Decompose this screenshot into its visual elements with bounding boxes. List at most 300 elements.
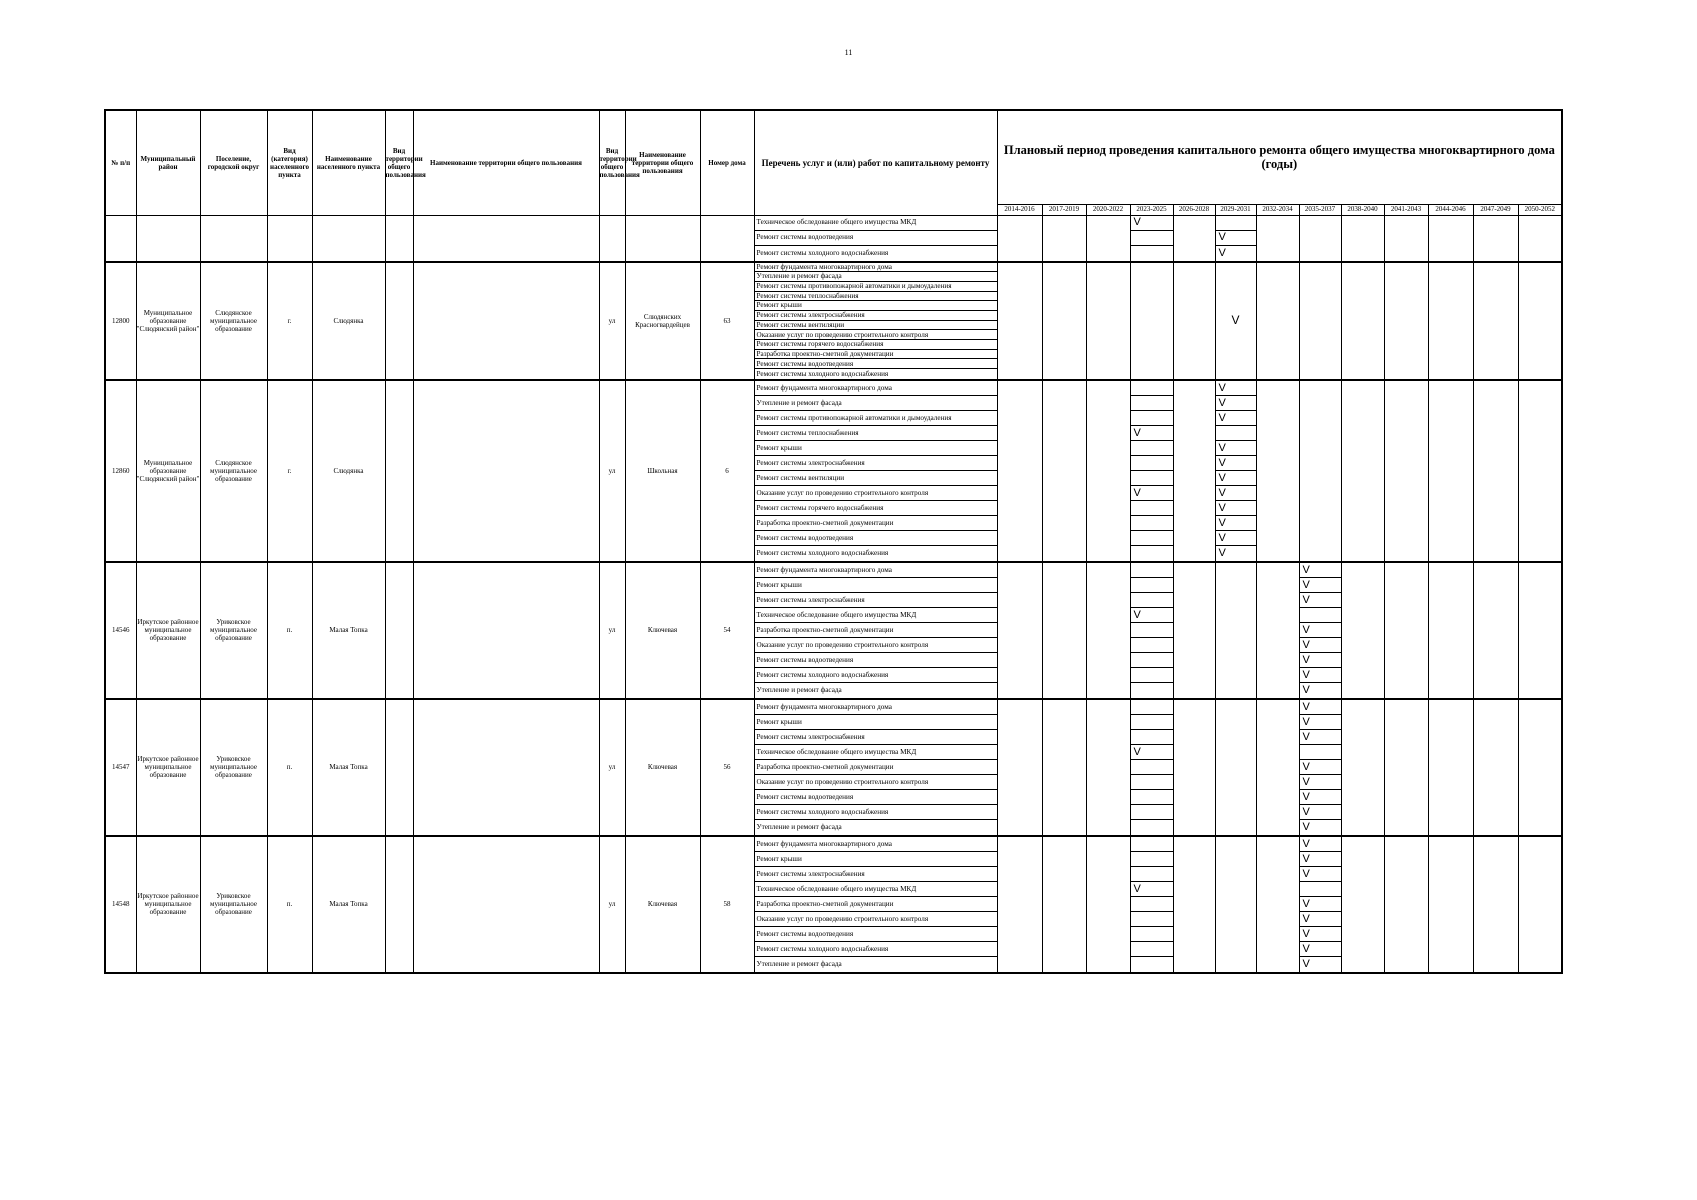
year-cell-6 [1256,699,1299,836]
plan-mark-slot [1131,471,1173,486]
plan-mark-slot [1131,593,1173,608]
service-item: Ремонт системы вентиляции [755,321,997,331]
record-territory-name [413,380,599,562]
record-locality-type: п. [267,562,312,699]
record-locality-name: Малая Топка [312,836,385,973]
record-house: 58 [700,836,754,973]
year-cell-9 [1384,836,1428,973]
service-item: Ремонт системы холодного водоснабжения [755,942,997,957]
year-cell-0 [997,699,1042,836]
services-cell [754,562,997,699]
services-cell [754,380,997,562]
year-cell-11 [1473,699,1518,836]
year-cell-12 [1518,215,1562,262]
year-cell-7 [1299,562,1341,699]
record-num: 14547 [105,699,136,836]
year-cell-10 [1428,562,1473,699]
plan-mark-slot [1131,668,1173,683]
year-cell-2 [1086,699,1130,836]
year-cell-7 [1299,836,1341,973]
service-item: Разработка проектно-сметной документации [755,760,997,775]
plan-mark-slot: V [1216,231,1256,246]
header-street-name: Наименование территории общего пользования [625,110,700,215]
record-territory-type [385,836,413,973]
year-cell-9 [1384,380,1428,562]
year-cell-0 [997,262,1042,380]
service-item: Разработка проектно-сметной документации [755,897,997,912]
service-item: Ремонт крыши [755,441,997,456]
plan-mark-slot: V [1216,531,1256,546]
service-item: Ремонт системы холодного водоснабжения [755,805,997,820]
year-cell-2 [1086,262,1130,380]
header-period: Плановый период проведения капитального ремонта общего имущества многоквартирного дома (годы) [997,110,1562,204]
service-item: Техническое обследование общего имущества МКД [755,216,997,231]
record-district: Иркутское районное муниципальное образование [136,836,200,973]
plan-mark-slot [1131,563,1173,578]
plan-mark-slot: V [1300,578,1341,593]
plan-mark-slot: V [1300,623,1341,638]
record-territory-name [413,562,599,699]
record-num [105,215,136,262]
plan-mark-slot [1131,638,1173,653]
year-cell-3 [1130,562,1173,699]
record-territory-name [413,215,599,262]
record-house: 6 [700,380,754,562]
plan-mark-slot [1216,216,1256,231]
service-item: Утепление и ремонт фасада [755,272,997,282]
service-item: Ремонт системы электроснабжения [755,456,997,471]
year-cell-3 [1130,262,1173,380]
plan-mark-slot [1131,912,1173,927]
plan-mark-slot [1131,246,1173,261]
record-num: 12800 [105,262,136,380]
plan-mark-slot [1131,805,1173,820]
header-num: № п/п [105,110,136,215]
year-cell-12 [1518,562,1562,699]
record-num: 14546 [105,562,136,699]
record-district: Иркутское районное муниципальное образование [136,562,200,699]
record-locality-type: г. [267,380,312,562]
year-cell-8 [1341,215,1384,262]
plan-mark-slot: V [1131,608,1173,623]
plan-mark-slot: V [1216,441,1256,456]
header-house: Номер дома [700,110,754,215]
services-cell [754,699,997,836]
service-item: Оказание услуг по проведению строительного контроля [755,638,997,653]
year-header-0: 2014-2016 [997,204,1042,215]
plan-mark-slot: V [1300,730,1341,745]
service-item: Утепление и ремонт фасада [756,960,842,969]
services-cell [754,836,997,973]
plan-mark-slot [1131,531,1173,546]
plan-mark-slot: V [1218,547,1226,560]
service-item: Ремонт фундамента многоквартирного дома [755,381,997,396]
year-cell-2 [1086,836,1130,973]
record-street-type: ул [599,380,625,562]
year-cell-5 [1215,699,1256,836]
plan-mark-slot [1131,897,1173,912]
year-cell-0 [997,215,1042,262]
plan-mark-slot: V [1300,700,1341,715]
plan-mark-slot: V [1216,516,1256,531]
plan-mark-slot: V [1131,486,1173,501]
record-street-name [625,215,700,262]
plan-mark-slot [1131,411,1173,426]
record-house: 63 [700,262,754,380]
record-locality-name: Слюдянка [312,380,385,562]
plan-mark-slot: V [1216,381,1256,396]
year-cell-7 [1299,215,1341,262]
plan-mark-slot: V [1302,958,1310,971]
year-cell-12 [1518,262,1562,380]
service-item: Ремонт системы холодного водоснабжения [756,549,889,558]
service-item: Ремонт системы водоотведения [755,359,997,369]
year-cell-6 [1256,836,1299,973]
year-cell-11 [1473,262,1518,380]
year-cell-1 [1042,215,1086,262]
record-settlement: Слюдянское муниципальное образование [200,262,267,380]
year-cell-11 [1473,380,1518,562]
plan-mark-slot [1131,700,1173,715]
record-locality-name: Малая Топка [312,562,385,699]
capital-repair-table [104,109,1563,974]
services-cell [754,262,997,380]
plan-mark-slot [1131,578,1173,593]
year-cell-5 [1215,380,1256,562]
year-cell-5 [1215,215,1256,262]
plan-mark-slot [1131,820,1173,835]
year-cell-6 [1256,262,1299,380]
year-header-12: 2050-2052 [1518,204,1562,215]
year-cell-7 [1299,262,1341,380]
header-street-type: Вид территории общего пользования [599,110,625,215]
service-item: Ремонт крыши [755,715,997,730]
service-item: Утепление и ремонт фасада [755,396,997,411]
plan-mark-slot: V [1300,897,1341,912]
record-locality-name [312,215,385,262]
year-cell-10 [1428,380,1473,562]
plan-mark-slot [1131,456,1173,471]
year-cell-6 [1256,562,1299,699]
plan-mark-slot: V [1131,426,1173,441]
year-header-11: 2047-2049 [1473,204,1518,215]
service-item: Ремонт системы электроснабжения [755,730,997,745]
plan-mark-slot [1131,790,1173,805]
record-street-type: ул [599,699,625,836]
service-item: Ремонт фундамента многоквартирного дома [755,700,997,715]
plan-mark-slot: V [1131,745,1173,760]
record-locality-name: Малая Топка [312,699,385,836]
year-cell-4 [1173,562,1215,699]
table-row [105,836,1562,973]
plan-mark-slot: V [1216,471,1256,486]
record-territory-type [385,562,413,699]
service-item: Разработка проектно-сметной документации [755,623,997,638]
year-cell-3 [1130,836,1173,973]
record-street-type: ул [599,262,625,380]
year-cell-4 [1173,262,1215,380]
year-cell-8 [1341,562,1384,699]
year-header-6: 2032-2034 [1256,204,1299,215]
year-cell-12 [1518,699,1562,836]
plan-mark-slot: V [1216,456,1256,471]
service-item: Утепление и ремонт фасада [756,686,842,695]
record-territory-name [413,699,599,836]
record-settlement: Слюдянское муниципальное образование [200,380,267,562]
year-cell-7 [1299,380,1341,562]
table-row [105,699,1562,836]
year-cell-4 [1173,380,1215,562]
plan-mark-slot [1131,775,1173,790]
record-num: 14548 [105,836,136,973]
plan-mark-slot: V [1131,882,1173,897]
plan-mark-slot: V [1300,715,1341,730]
year-cell-2 [1086,215,1130,262]
plan-mark-slot: V [1300,653,1341,668]
year-cell-0 [997,380,1042,562]
plan-mark-slot: V [1300,942,1341,957]
record-locality-type [267,215,312,262]
table-row [105,380,1562,562]
year-cell-5 [1215,562,1256,699]
table-body [105,215,1562,973]
record-street-name: Ключевая [625,562,700,699]
service-item: Разработка проектно-сметной документации [755,516,997,531]
record-district: Муниципальное образование "Слюдянский район" [136,380,200,562]
year-cell-6 [1256,380,1299,562]
plan-mark-slot: V [1216,411,1256,426]
record-locality-name: Слюдянка [312,262,385,380]
plan-mark-slot [1131,441,1173,456]
record-house: 56 [700,699,754,836]
service-item: Оказание услуг по проведению строительного контроля [755,912,997,927]
year-cell-8 [1341,262,1384,380]
header-locality-name: Наименование населенного пункта [312,110,385,215]
service-item: Ремонт крыши [755,301,997,311]
service-item: Техническое обследование общего имущества МКД [755,882,997,897]
year-cell-11 [1473,215,1518,262]
plan-mark-slot: V [1131,216,1173,231]
table-row [105,262,1562,380]
plan-mark-slot: V [1300,912,1341,927]
service-item: Ремонт системы электроснабжения [755,311,997,321]
year-cell-8 [1341,699,1384,836]
plan-mark-slot: V [1300,593,1341,608]
service-item: Ремонт системы вентиляции [755,471,997,486]
plan-mark-slot [1300,745,1341,760]
year-header-3: 2023-2025 [1130,204,1173,215]
header-territory-name: Наименование территории общего пользования [413,110,599,215]
header-locality-type: Вид (категория) населенного пункта [267,110,312,215]
service-item: Ремонт системы горячего водоснабжения [755,501,997,516]
service-item: Техническое обследование общего имущества МКД [755,608,997,623]
service-item: Ремонт системы электроснабжения [755,593,997,608]
plan-mark-slot: V [1300,668,1341,683]
plan-mark-slot: V [1300,760,1341,775]
year-cell-5 [1215,262,1256,380]
service-item: Ремонт системы противопожарной автоматики и дымоудаления [755,282,997,292]
plan-mark-slot [1131,730,1173,745]
year-cell-4 [1173,215,1215,262]
service-item: Ремонт системы холодного водоснабжения [755,668,997,683]
record-street-type: ул [599,836,625,973]
year-cell-8 [1341,836,1384,973]
record-territory-type [385,699,413,836]
record-house: 54 [700,562,754,699]
service-item: Ремонт фундамента многоквартирного дома [755,837,997,852]
record-territory-type [385,380,413,562]
plan-mark-slot: V [1300,563,1341,578]
year-header-1: 2017-2019 [1042,204,1086,215]
record-territory-type [385,215,413,262]
plan-mark-slot [1131,396,1173,411]
record-house [700,215,754,262]
table-row [105,562,1562,699]
record-locality-type: п. [267,836,312,973]
service-item: Утепление и ремонт фасада [756,823,842,832]
year-cell-10 [1428,836,1473,973]
plan-mark-slot [1216,426,1256,441]
record-street-name: Ключевая [625,836,700,973]
record-settlement: Уриковское муниципальное образование [200,562,267,699]
header-settlement: Поселение, городской округ [200,110,267,215]
service-item: Ремонт фундамента многоквартирного дома [755,563,997,578]
year-cell-2 [1086,380,1130,562]
year-cell-3 [1130,215,1173,262]
header-territory-type: Вид территории общего пользования [385,110,413,215]
record-locality-type: г. [267,262,312,380]
year-cell-1 [1042,562,1086,699]
record-territory-type [385,262,413,380]
year-cell-3 [1130,699,1173,836]
services-cell [754,215,997,262]
header-works: Перечень услуг и (или) работ по капитальному ремонту [754,110,997,215]
table-row [105,215,1562,262]
year-cell-9 [1384,215,1428,262]
year-cell-12 [1518,836,1562,973]
service-item: Ремонт системы водоотведения [755,790,997,805]
year-cell-10 [1428,262,1473,380]
record-street-type: ул [599,562,625,699]
plan-mark-slot [1300,608,1341,623]
plan-mark-slot: V [1300,867,1341,882]
service-item: Ремонт системы водоотведения [755,927,997,942]
plan-mark-slot [1131,942,1173,957]
plan-mark-slot [1131,760,1173,775]
year-cell-1 [1042,836,1086,973]
plan-mark-slot [1131,653,1173,668]
service-item: Ремонт системы электроснабжения [755,867,997,882]
year-cell-11 [1473,562,1518,699]
year-header-7: 2035-2037 [1299,204,1341,215]
plan-mark-slot: V [1216,501,1256,516]
plan-mark-slot: V [1300,927,1341,942]
year-cell-8 [1341,380,1384,562]
year-cell-0 [997,836,1042,973]
service-item: Ремонт крыши [755,578,997,593]
year-cell-9 [1384,699,1428,836]
plan-mark-slot [1131,546,1173,561]
year-cell-10 [1428,699,1473,836]
year-cell-10 [1428,215,1473,262]
year-cell-3 [1130,380,1173,562]
year-cell-9 [1384,262,1428,380]
service-item: Ремонт системы холодного водоснабжения [756,248,889,257]
header-row [105,110,1562,204]
service-item: Оказание услуг по проведению строительного контроля [755,486,997,501]
year-cell-0 [997,562,1042,699]
year-cell-9 [1384,562,1428,699]
year-cell-12 [1518,380,1562,562]
plan-mark-slot: V [1300,852,1341,867]
year-header-10: 2044-2046 [1428,204,1473,215]
service-item: Ремонт крыши [755,852,997,867]
year-header-9: 2041-2043 [1384,204,1428,215]
year-cell-1 [1042,699,1086,836]
service-item: Ремонт системы теплоснабжения [755,292,997,302]
year-cell-2 [1086,562,1130,699]
service-item: Ремонт системы противопожарной автоматики и дымоудаления [755,411,997,426]
year-header-5: 2029-2031 [1215,204,1256,215]
year-cell-7 [1299,699,1341,836]
year-cell-4 [1173,699,1215,836]
plan-mark-slot [1131,715,1173,730]
record-settlement: Уриковское муниципальное образование [200,836,267,973]
service-item: Ремонт фундамента многоквартирного дома [755,263,997,273]
record-street-name: Школьная [625,380,700,562]
year-cell-6 [1256,215,1299,262]
year-cell-5 [1215,836,1256,973]
page-number: 11 [844,48,853,57]
service-item: Разработка проектно-сметной документации [755,350,997,360]
plan-mark: V [1231,312,1240,327]
service-item: Ремонт системы водоотведения [755,531,997,546]
plan-mark-slot: V [1302,684,1310,697]
service-item: Ремонт системы водоотведения [755,231,997,246]
plan-mark-slot [1131,516,1173,531]
record-district: Муниципальное образование "Слюдянский район" [136,262,200,380]
service-item: Оказание услуг по проведению строительного контроля [755,330,997,340]
record-settlement [200,215,267,262]
plan-mark-slot: V [1216,396,1256,411]
service-item: Оказание услуг по проведению строительного контроля [755,775,997,790]
plan-mark-slot: V [1300,805,1341,820]
record-street-name: Ключевая [625,699,700,836]
record-territory-name [413,836,599,973]
plan-mark-slot [1131,683,1173,698]
record-num: 12860 [105,380,136,562]
record-territory-name [413,262,599,380]
service-item: Ремонт системы холодного водоснабжения [756,369,889,378]
year-cell-1 [1042,262,1086,380]
plan-mark-slot [1131,501,1173,516]
year-cell-11 [1473,836,1518,973]
plan-mark-slot [1300,882,1341,897]
record-street-type [599,215,625,262]
plan-mark-slot: V [1300,638,1341,653]
plan-mark-slot: V [1218,246,1226,259]
plan-mark-slot [1131,381,1173,396]
plan-mark-slot: V [1300,790,1341,805]
plan-mark-slot: V [1216,486,1256,501]
service-item: Ремонт системы теплоснабжения [755,426,997,441]
year-header-2: 2020-2022 [1086,204,1130,215]
service-item: Ремонт системы водоотведения [755,653,997,668]
year-cell-4 [1173,836,1215,973]
plan-mark-slot [1131,957,1173,972]
plan-mark-slot [1131,231,1173,246]
plan-mark-slot [1131,927,1173,942]
